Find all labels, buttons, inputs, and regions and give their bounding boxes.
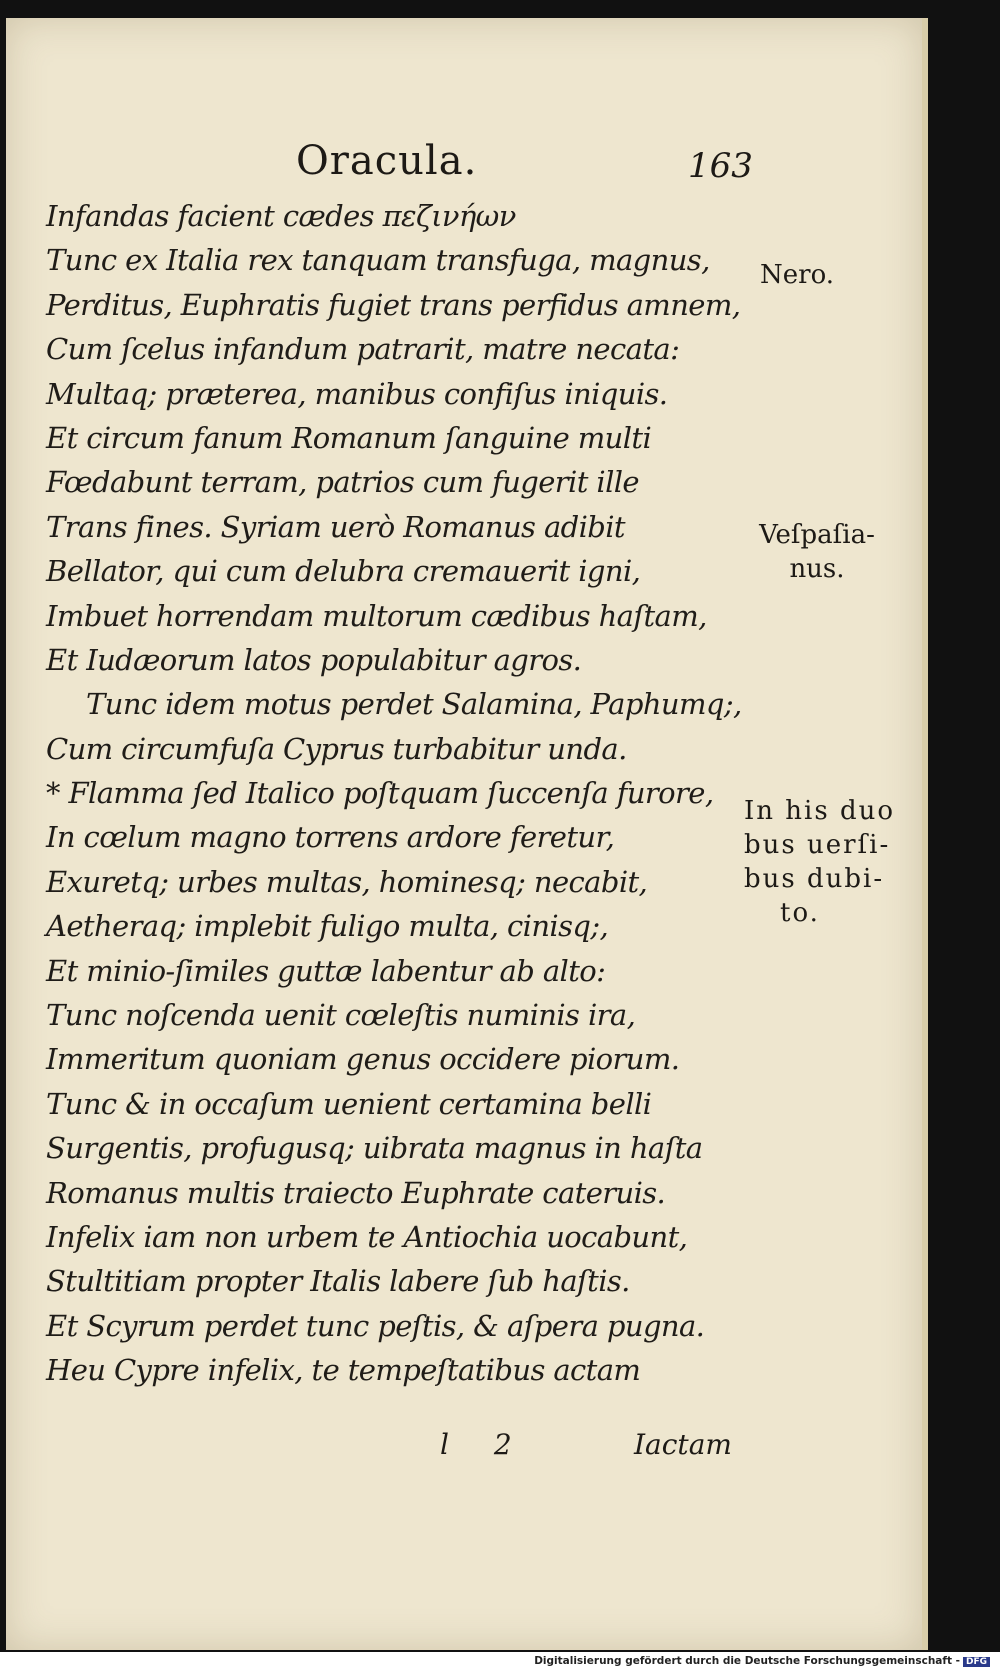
verse-line: Multaq; præterea, manibus confiſus iniquis. (46, 376, 668, 411)
verse-line: Stultitiam propter Italis labere ſub haſtis. (46, 1264, 630, 1299)
verse-line: Romanus multis traiecto Euphrate cateruis. (46, 1175, 666, 1210)
verse-line: Et Iudæorum latos populabitur agros. (46, 642, 582, 677)
verse-line: Fœdabunt terram, patrios cum fugerit ille (46, 465, 639, 500)
verse-line: Infandas facient cædes πεζινήων (46, 199, 516, 233)
margin-note-vespasianus (752, 518, 882, 586)
verse-line: Cum ſcelus infandum patrarit, matre necata: (46, 332, 680, 367)
verse-line: Et minio-ſimiles guttæ labentur ab alto: (46, 953, 606, 988)
verse-line: Exuretq; urbes multas, hominesq; necabit, (46, 864, 648, 899)
dfg-logo-badge: DFG (963, 1657, 990, 1667)
verse-line: Trans fines. Syriam uerò Romanus adibit (46, 509, 625, 544)
verse-line: Imbuet horrendam multorum cædibus haſtam, (46, 598, 707, 633)
verse-line: Surgentis, profugusq; uibrata magnus in haſta (46, 1131, 703, 1166)
margin-note-line: bus uerſi- (744, 830, 891, 860)
verse-line: Aetheraq; implebit fuligo multa, cinisq;, (46, 909, 609, 944)
margin-note-line: In his duo (744, 796, 895, 826)
verse-line: Tunc noſcenda uenit cœleſtis numinis ira, (46, 998, 636, 1033)
verse-line: Bellator, qui cum delubra cremauerit igni, (46, 554, 641, 589)
verse-text (46, 194, 742, 1393)
verse-line: Et Scyrum perdet tunc peſtis, & aſpera pugna. (46, 1308, 705, 1343)
margin-note-line: bus dubi- (744, 864, 885, 894)
book-page (6, 18, 928, 1650)
verse-line: Infelix iam non urbem te Antiochia uocabunt, (46, 1219, 688, 1254)
margin-note-line: to. (780, 898, 820, 928)
margin-note-nero: Nero. (760, 260, 835, 290)
verse-line: In cœlum magno torrens ardore feretur, (46, 820, 615, 855)
verse-line: * Flamma ſed Italico poſtquam ſuccenſa furore, (46, 776, 714, 811)
footer-credit-text: Digitalisierung gefördert durch die Deutsche Forschungsgemeinschaft - (534, 1655, 960, 1667)
verse-line: Cum circumfuſa Cyprus turbabitur unda. (46, 731, 627, 766)
verse-line: Tunc & in occaſum uenient certamina belli (46, 1086, 652, 1121)
page-number: 163 (688, 146, 753, 186)
margin-note-line: nus. (789, 554, 845, 584)
catchword: Iactam (634, 1428, 732, 1461)
margin-note-line: Veſpaſia- (759, 520, 875, 550)
signature-mark: l 2 (440, 1428, 530, 1461)
verse-line: Et circum fanum Romanum ſanguine multi (46, 420, 652, 455)
verse-line: Tunc idem motus perdet Salamina, Paphumq;, (86, 687, 742, 722)
verse-line: Perditus, Euphratis fugiet trans perfidus amnem, (46, 287, 741, 322)
verse-line: Tunc ex Italia rex tanquam transfuga, magnus, (46, 243, 710, 278)
running-title: Oracula. (296, 138, 478, 184)
footer-credit (534, 1655, 990, 1667)
verse-line: Immeritum quoniam genus occidere piorum. (46, 1042, 680, 1077)
verse-line: Heu Cypre infelix, te tempeſtatibus actam (46, 1353, 641, 1388)
margin-note-dubito (744, 794, 914, 930)
